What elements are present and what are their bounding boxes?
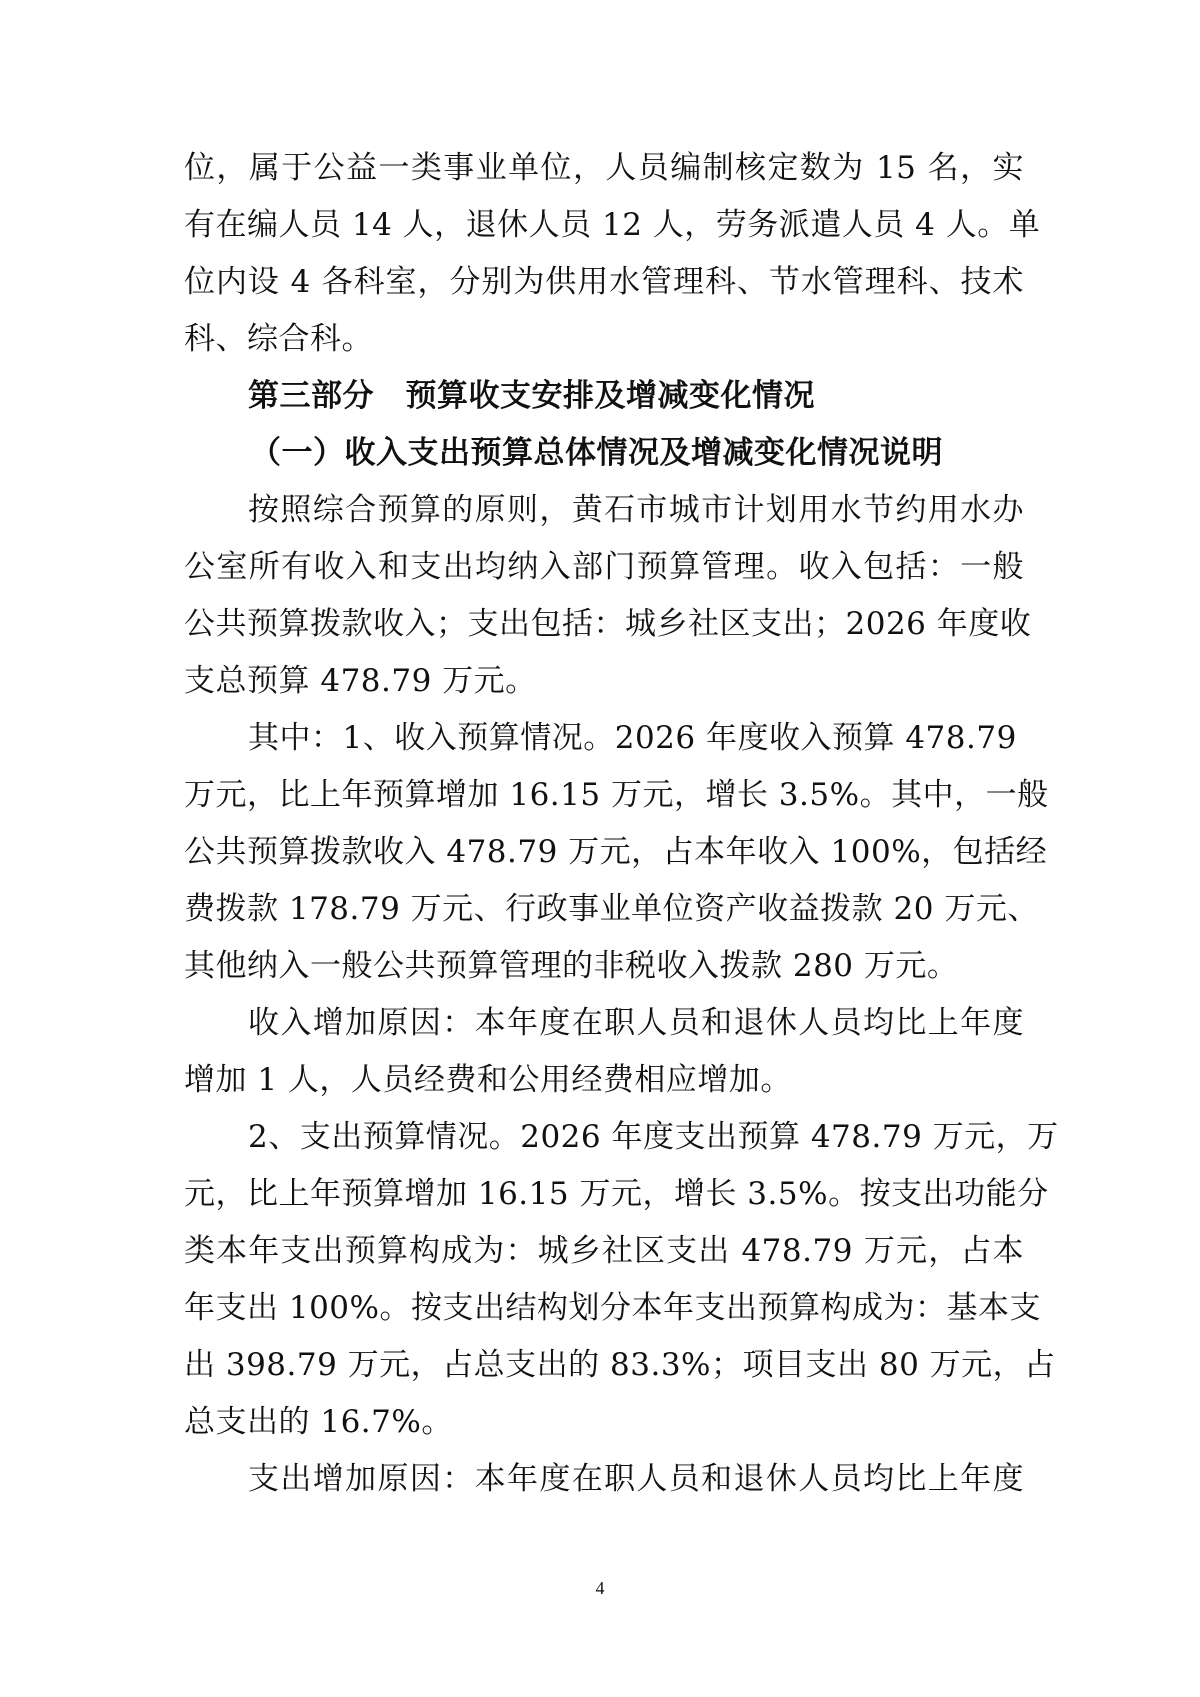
body-line: 位，属于公益一类事业单位，人员编制核定数为 15 名，实 [184,150,1024,186]
body-line: 位内设 4 各科室，分别为供用水管理科、节水管理科、技术 [184,264,1024,300]
body-line: 按照综合预算的原则，黄石市城市计划用水节约用水办 [248,492,1024,528]
body-line: 公共预算拨款收入；支出包括：城乡社区支出；2026 年度收 [184,606,1032,642]
body-line: 类本年支出预算构成为：城乡社区支出 478.79 万元，占本 [184,1233,1024,1269]
subsection-heading: （一）收入支出预算总体情况及增减变化情况说明 [250,435,943,471]
body-line: 增加 1 人，人员经费和公用经费相应增加。 [184,1062,792,1098]
body-line: 有在编人员 14 人，退休人员 12 人，劳务派遣人员 4 人。单 [184,207,1041,243]
body-line: 总支出的 16.7%。 [184,1404,453,1440]
body-line: 万元，比上年预算增加 16.15 万元，增长 3.5%。其中，一般 [184,777,1049,813]
body-line: 其中：1、收入预算情况。2026 年度收入预算 478.79 [248,720,1017,756]
body-line: 公共预算拨款收入 478.79 万元，占本年收入 100%，包括经 [184,834,1048,870]
body-line: 元，比上年预算增加 16.15 万元，增长 3.5%。按支出功能分 [184,1176,1049,1212]
body-line: 收入增加原因：本年度在职人员和退休人员均比上年度 [248,1005,1024,1041]
body-line: 科、综合科。 [184,321,373,357]
body-line: 公室所有收入和支出均纳入部门预算管理。收入包括：一般 [184,549,1024,585]
body-line: 2、支出预算情况。2026 年度支出预算 478.79 万元，万 [248,1119,1059,1155]
body-line: 出 398.79 万元，占总支出的 83.3%；项目支出 80 万元，占 [184,1347,1056,1383]
body-line: 年支出 100%。按支出结构划分本年支出预算构成为：基本支 [184,1290,1041,1326]
body-line: 其他纳入一般公共预算管理的非税收入拨款 280 万元。 [184,948,959,984]
body-line: 费拨款 178.79 万元、行政事业单位资产收益拨款 20 万元、 [184,891,1039,927]
body-line: 支总预算 478.79 万元。 [184,663,537,699]
section-heading: 第三部分 预算收支安排及增减变化情况 [248,378,815,414]
body-line: 支出增加原因：本年度在职人员和退休人员均比上年度 [248,1461,1024,1497]
page-number: 4 [595,1578,605,1598]
